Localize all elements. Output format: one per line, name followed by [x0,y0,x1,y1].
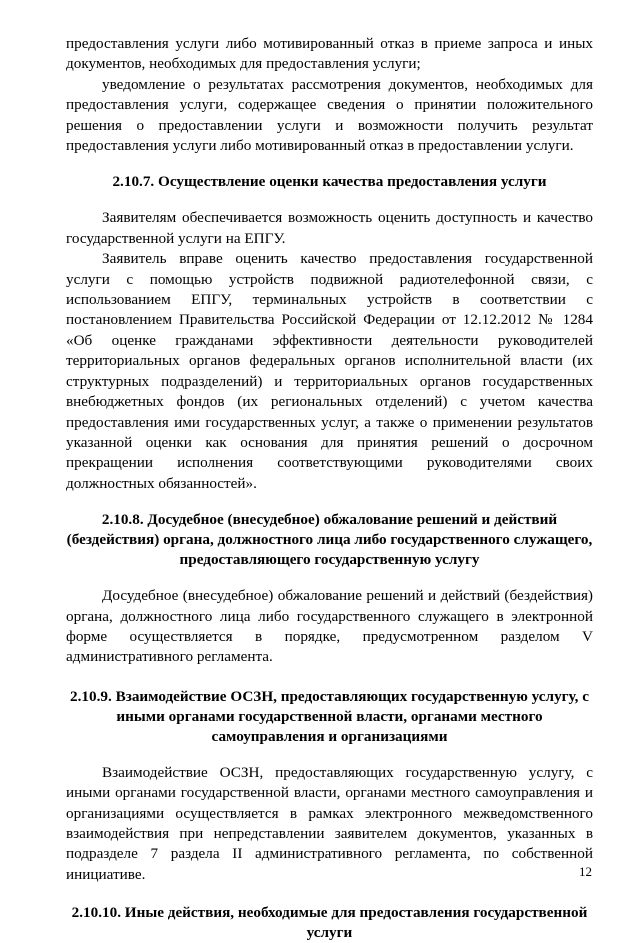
paragraph-2-10-9: Взаимодействие ОСЗН, предоставляющих государственную услугу, с иными органами государственной власти, органами местного самоуправления и организациями осуществляется в рамках электронного межведомственного взаимодействия при непредставлении заявителем документов, указанных в подразделе 7 раздела II административного регламента, по собственной инициативе. [66,763,593,883]
heading-2-10-9: 2.10.9. Взаимодействие ОСЗН, предоставляющих государственную услугу, с иными органами государственной власти, органами местного самоуправления и организациями [70,687,589,745]
paragraph-2-10-7-b: Заявитель вправе оценить качество предоставления государственной услуги с помощью устройств подвижной радиотелефонной связи, с использованием ЕПГУ, терминальных устройств в соответствии с постановлением Правительства Российской Федерации от 12.12.2012 № 1284 «Об оценке гражданами эффективности деятельности руководителей территориальных органов федеральных органов исполнительной власти (их структурных подразделений) и территориальных органов государственных внебюджетных фондов (их региональных отделений) с учетом качества предоставления ими государственных услуг, а также о применении результатов указанной оценки как основания для принятия решений о досрочном прекращении исполнения соответствующими руководителями своих должностных обязанностей». [66,250,593,492]
heading-2-10-10: 2.10.10. Иные действия, необходимые для предоставления государственной услуги [71,904,588,942]
paragraph-notification: уведомление о результатах рассмотрения документов, необходимых для предоставления услуги, содержащее сведения о принятии положительного решения о предоставлении услуги и возможности получить результат предоставления услуги либо мотивированный отказ в предоставлении услуги. [66,75,593,155]
document-page [66,34,593,943]
paragraph-2-10-7-a: Заявителям обеспечивается возможность оценить доступность и качество государственной услуги на ЕПГУ. [66,209,593,247]
heading-2-10-8: 2.10.8. Досудебное (внесудебное) обжалование решений и действий (бездействия) органа, должностного лица либо государственного служащего, предоставляющего государственную услугу [66,511,593,569]
heading-2-10-7: 2.10.7. Осуществление оценки качества предоставления услуги [112,173,547,191]
paragraph-continuation: предоставления услуги либо мотивированный отказ в приеме запроса и иных документов, необходимых для предоставления услуги; [66,35,593,73]
page-number: 12 [579,864,592,879]
paragraph-2-10-8: Досудебное (внесудебное) обжалование решений и действий (бездействия) органа, должностного лица либо государственного служащего в электронной форме осуществляется в порядке, предусмотренном разделом V административного регламента. [66,587,593,666]
